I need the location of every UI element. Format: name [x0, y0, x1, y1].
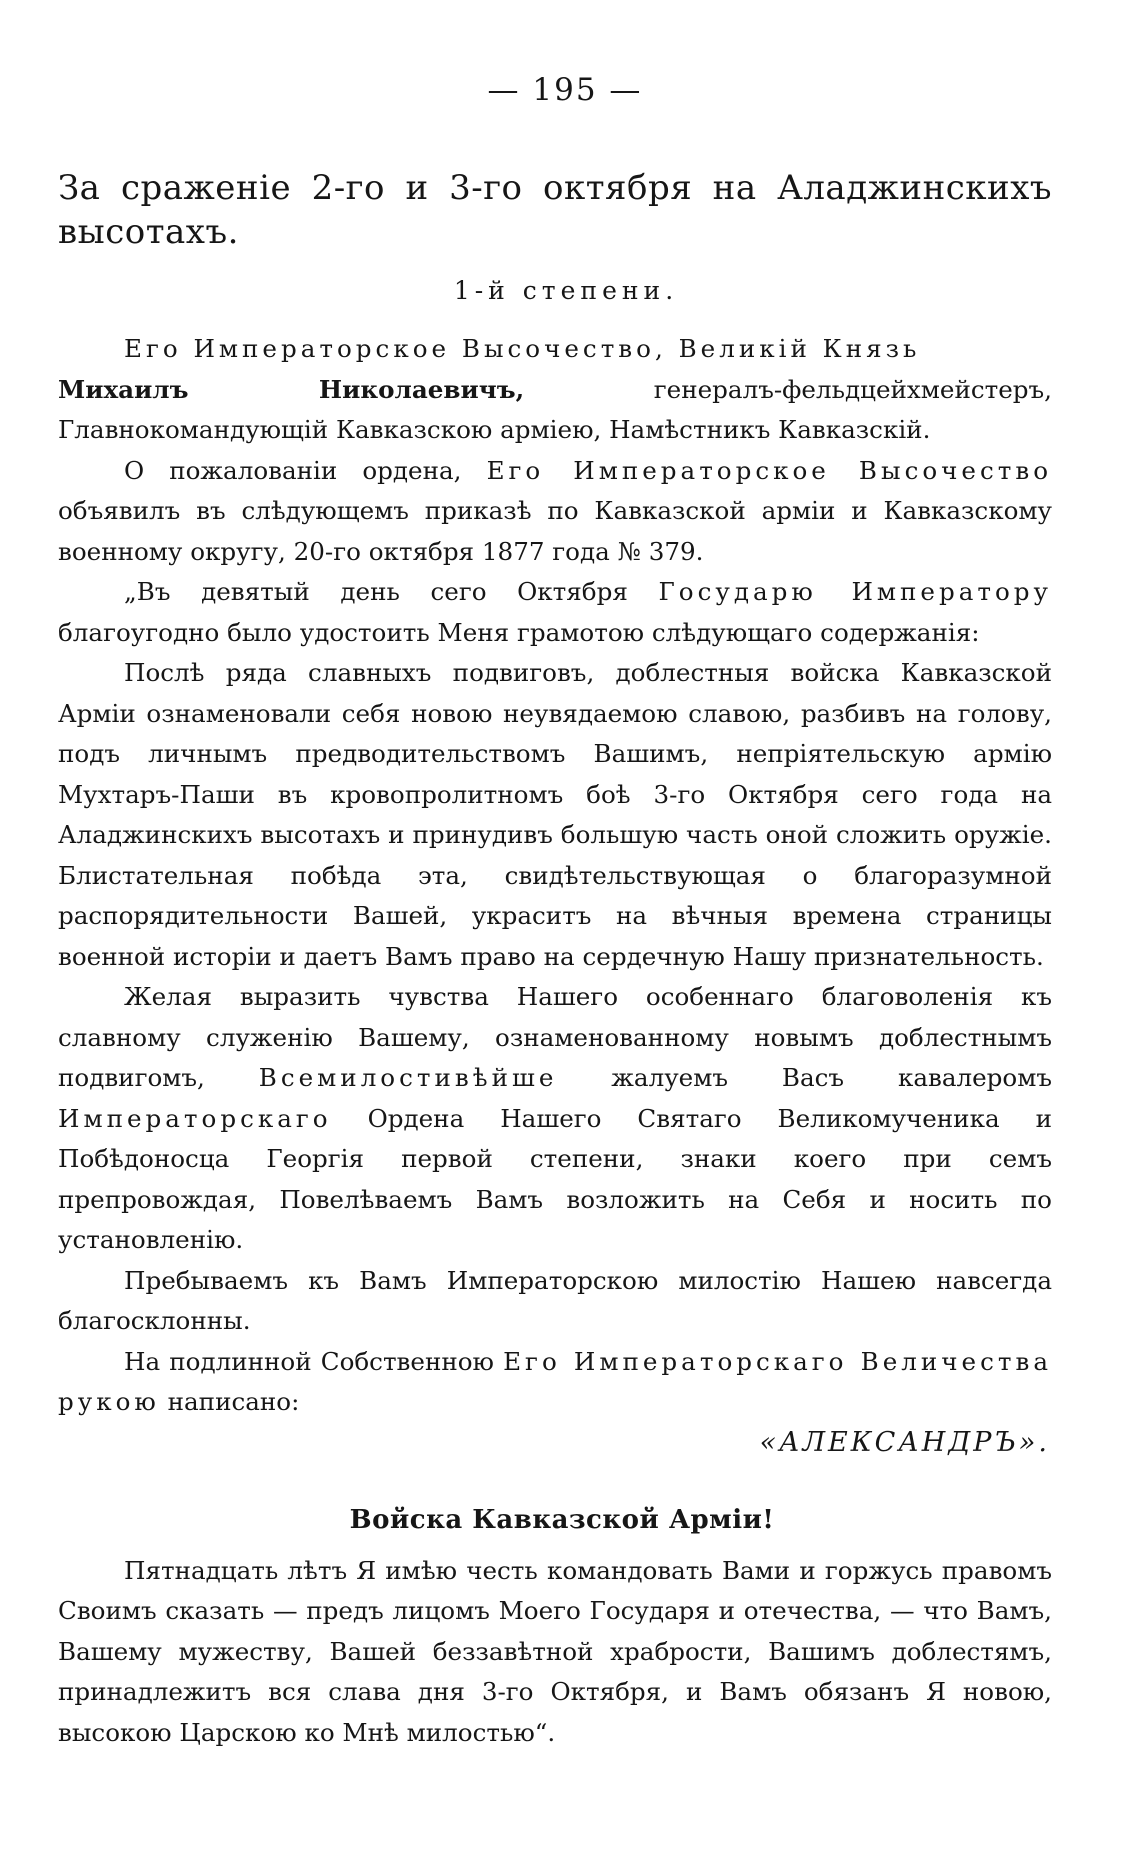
award-paragraph: [58, 977, 1052, 1261]
announcement-start: О пожалованіи ордена,: [124, 455, 487, 485]
announcement-paragraph: [58, 451, 1052, 573]
award-spaced-1: Всемилостивѣйше: [258, 1063, 558, 1092]
decree-intro-start: „Въ девятый день сего Октября: [124, 577, 659, 606]
recipient-title: Его Императорское Высочество, Великій Князь: [124, 334, 921, 363]
award-rest: Ордена Нашего Святаго Великомученика и Побѣдоносца Георгія первой степени, знаки коего при семъ препровождая, Повелѣваемъ Вамъ возложить на Себя и носить по установленію.: [58, 1103, 1052, 1254]
signature: «АЛЕКСАНДРЪ».: [759, 1426, 1050, 1458]
original-start: На подлинной Собственною: [124, 1346, 504, 1376]
decree-body-paragraph: Послѣ ряда славныхъ подвиговъ, доблестныя войска Кавказской Арміи ознаменовали себя новою неувядаемою славою, разбивъ на голову, подъ личнымъ предводительствомъ Вашимъ, непріятельскую армію Мухтаръ-Паши въ кровопролитномъ боѣ 3-го Октября сего года на Аладжинскихъ высотахъ и принудивъ большую часть оной сложить оружіе. Блистательная побѣда эта, свидѣтельствующая о благоразумной распорядительности Вашей, украситъ на вѣчныя времена страницы военной исторіи и даетъ Вамъ право на сердечную Нашу признательность.: [58, 658, 1052, 971]
closing-paragraph: Пятнадцать лѣтъ Я имѣю честь командовать Вами и горжусь правомъ Своимъ сказать — предъ лицомъ Моего Государя и отечества, — что Вамъ, Вашему мужеству, Вашей беззавѣтной храбрости, Вашимъ доблестямъ, принадлежитъ вся слава дня 3-го Октября, и Вамъ обязанъ Я новою, высокою Царскою ко Мнѣ милостью“.: [58, 1555, 1052, 1747]
decree-intro-spaced: Государю Императору: [658, 577, 1053, 606]
original-rest: написано:: [159, 1387, 300, 1416]
decree-intro-rest: благоугодно было удостоить Меня грамотою слѣдующаго содержанія:: [58, 617, 980, 647]
announcement-spaced: Его Императорское Высочество: [486, 455, 1053, 485]
original-spaced-2: рукою: [58, 1387, 160, 1416]
page-number: — 195 —: [487, 72, 643, 108]
announcement-rest: объявилъ въ слѣдующемъ приказѣ по Кавказской арміи и Кавказскому военному округу, 20-го октября 1877 года № 379.: [58, 496, 1052, 566]
recipient-name: Михаилъ Николаевичъ,: [58, 374, 525, 404]
decree-intro-paragraph: [58, 572, 1052, 653]
award-middle: жалуемъ Васъ кавалеромъ: [557, 1063, 1052, 1092]
recipient-rest: генералъ-фельдцейхмейстеръ, Главнокомандующій Кавказскою арміею, Намѣстникъ Кавказскій.: [58, 374, 1052, 444]
award-start: Желая выразить чувства Нашего особеннаго благоволенія къ славному служенію Вашему, ознаменованному новымъ доблестнымъ подвигомъ,: [58, 982, 1052, 1092]
award-spaced-2: Императорскаго: [58, 1103, 332, 1133]
address-title: Войска Кавказской Арміи!: [349, 1504, 775, 1535]
original-paragraph: [58, 1342, 1052, 1423]
favor-paragraph: Пребываемъ къ Вамъ Императорскою милостію Нашею навсегда благосклонны.: [58, 1265, 1052, 1335]
section-heading: За сраженіе 2-го и 3-го октября на Аладжинскихъ высотахъ.: [58, 168, 1052, 252]
recipient-paragraph: [58, 329, 1052, 451]
original-spaced-1: Его Императорскаго Величества: [503, 1346, 1052, 1376]
degree-subheading: 1-й степени.: [453, 276, 679, 305]
